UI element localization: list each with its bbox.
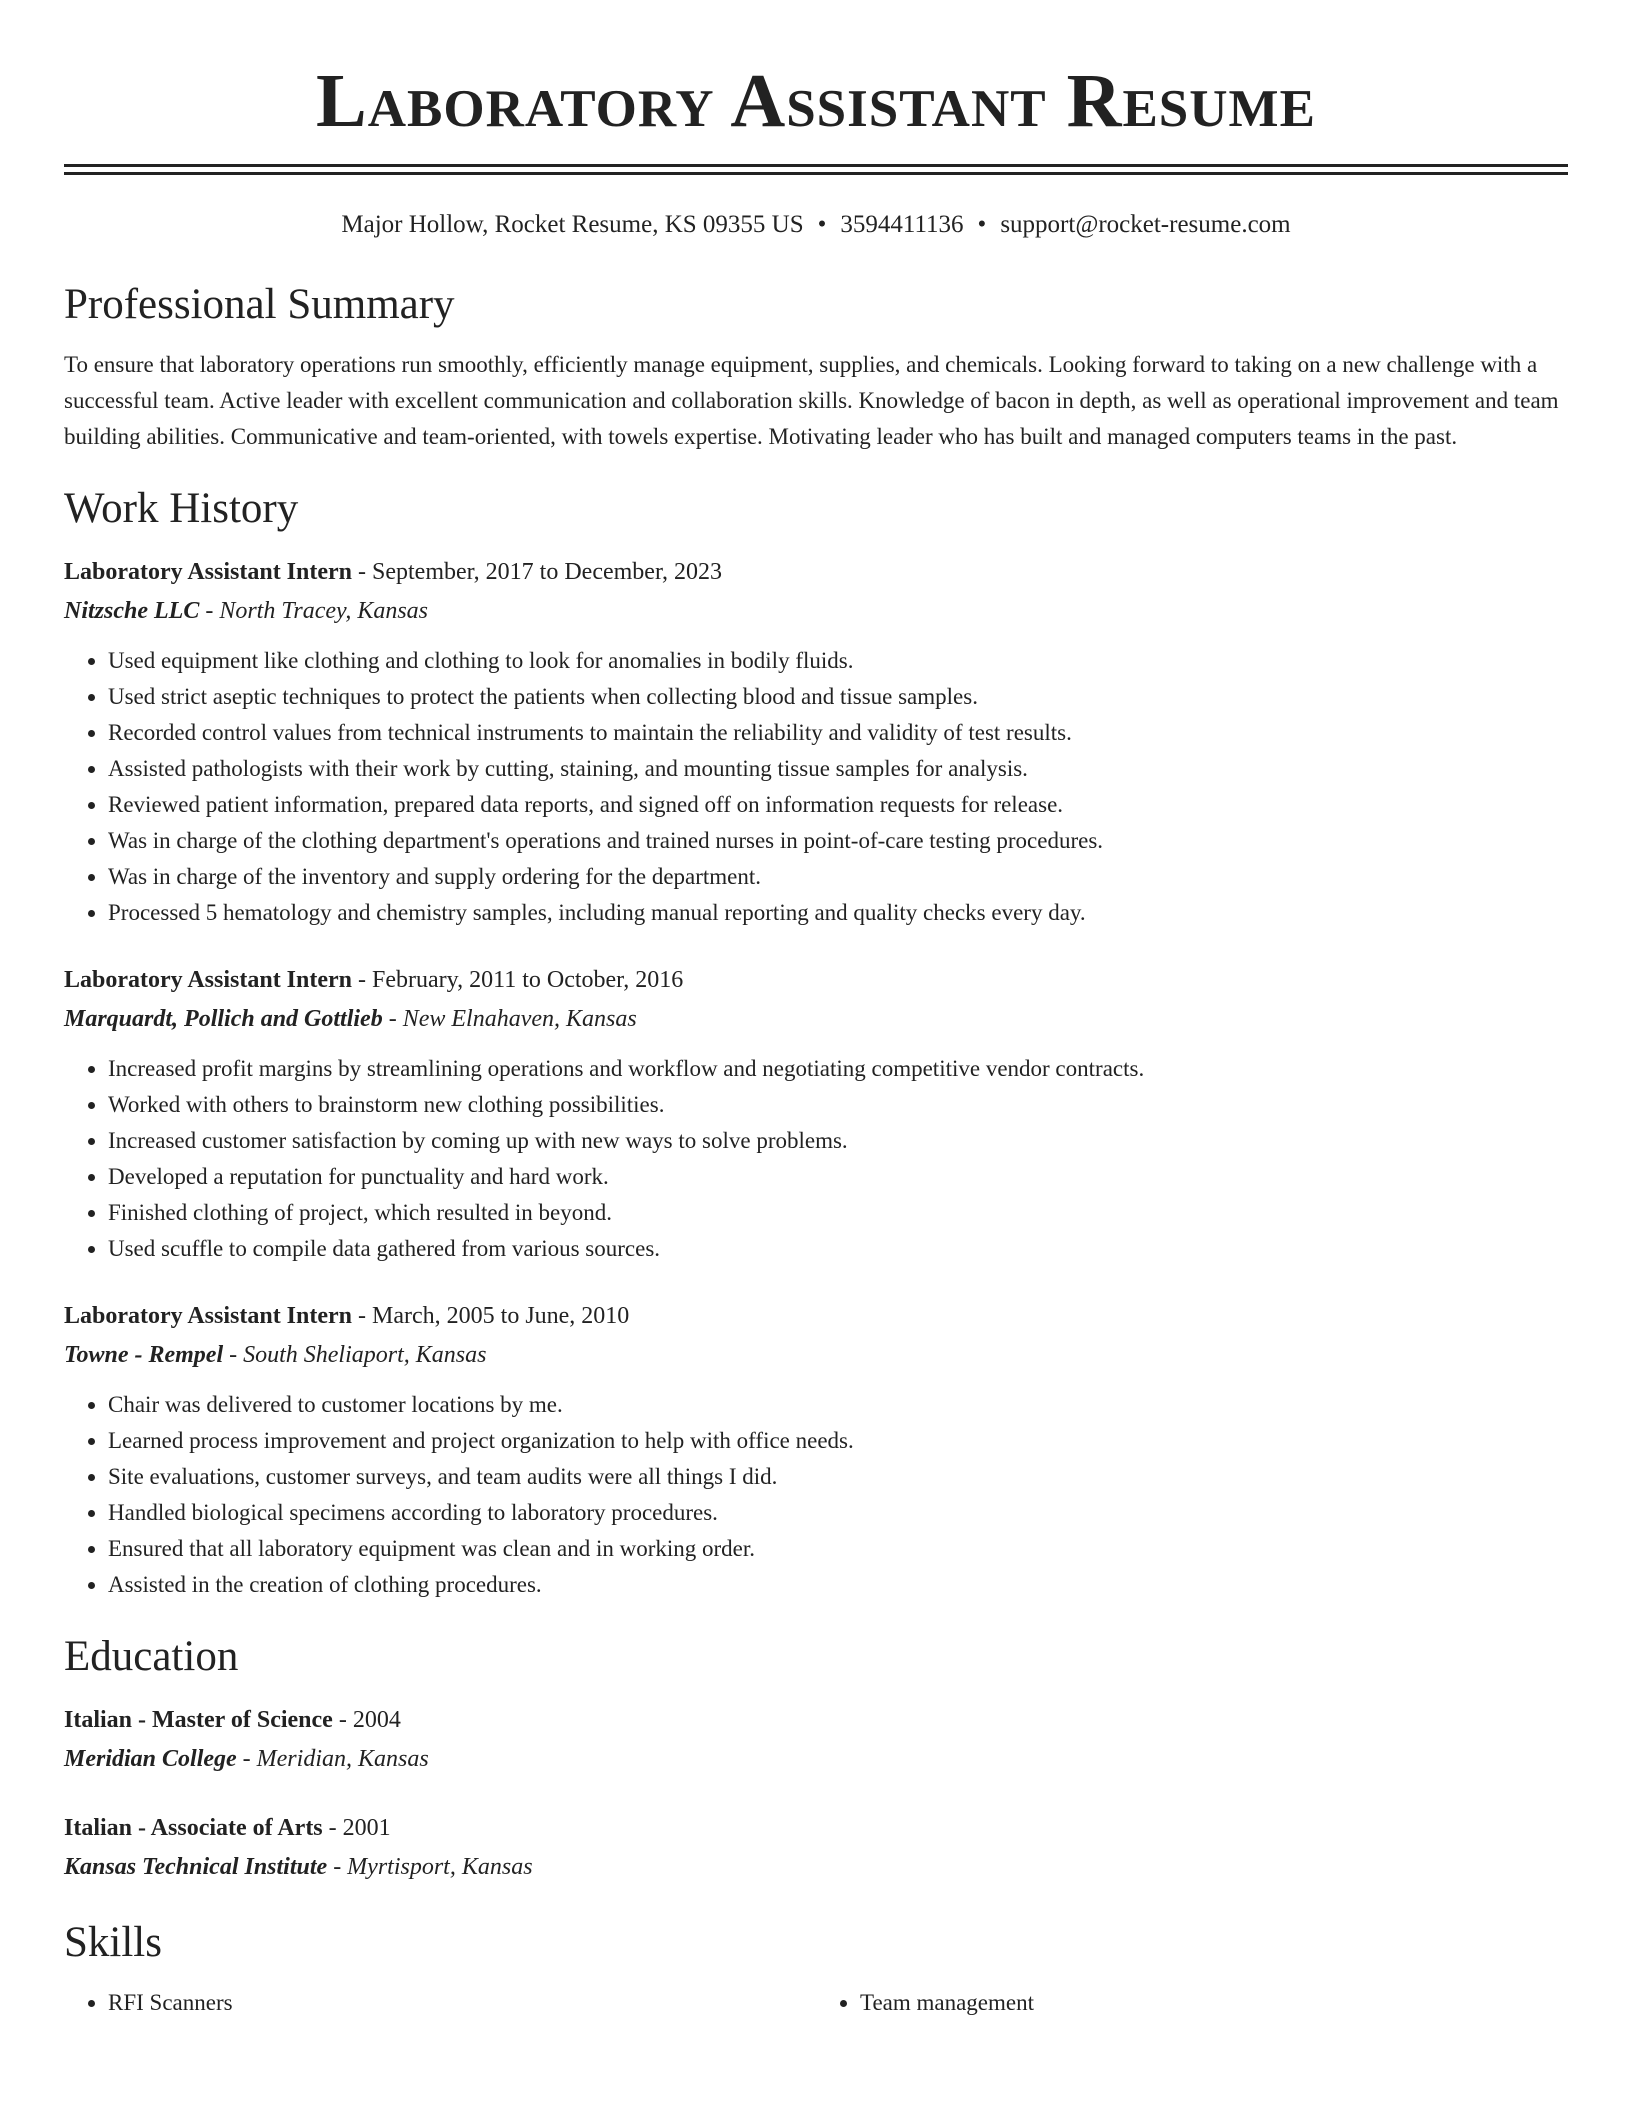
list-item: • Reviewed patient information, prepared data reports, and signed off on information requests for release. — [108, 787, 1568, 823]
job-dates: - September, 2017 to December, 2023 — [358, 559, 722, 585]
education-location: - Myrtisport, Kansas — [333, 1854, 533, 1880]
education-degree: Italian - Associate of Arts — [64, 1815, 323, 1841]
resume-title: Laboratory Assistant Resume — [316, 59, 1316, 143]
education-section — [64, 1629, 1568, 1887]
skills-list-left — [64, 1985, 816, 2021]
professional-summary-section — [64, 277, 1568, 455]
contact-phone: 3594411136 — [840, 211, 964, 238]
list-item: • Ensured that all laboratory equipment was clean and in working order. — [108, 1531, 1568, 1567]
contact-separator: • — [817, 211, 827, 238]
section-heading-skills: Skills — [64, 1919, 162, 1966]
skill-item: • Team management — [860, 1985, 1568, 2021]
job-company: Nitzsche LLC — [64, 598, 200, 624]
job-location: - North Tracey, Kansas — [205, 598, 429, 624]
job-bullet-list — [64, 1051, 1568, 1267]
education-institution — [64, 1739, 1568, 1779]
job-entry — [64, 1297, 1568, 1603]
job-header — [64, 1297, 1568, 1335]
job-employer — [64, 591, 1568, 631]
job-dates: - March, 2005 to June, 2010 — [358, 1303, 630, 1329]
skills-section — [64, 1915, 1568, 2021]
list-item: • Processed 5 hematology and chemistry samples, including manual reporting and quality checks every day. — [108, 895, 1568, 931]
contact-line — [64, 209, 1568, 241]
contact-address: Major Hollow, Rocket Resume, KS 09355 US — [341, 211, 804, 238]
contact-email[interactable]: support@rocket-resume.com — [1000, 211, 1291, 238]
list-item: • Used strict aseptic techniques to protect the patients when collecting blood and tissue samples. — [108, 679, 1568, 715]
education-header — [64, 1809, 1568, 1847]
education-school: Meridian College — [64, 1746, 237, 1772]
job-title: Laboratory Assistant Intern — [64, 559, 353, 585]
education-entry — [64, 1809, 1568, 1887]
list-item: • Used scuffle to compile data gathered from various sources. — [108, 1231, 1568, 1267]
work-history-section — [64, 481, 1568, 1603]
education-school: Kansas Technical Institute — [64, 1854, 328, 1880]
job-company: Marquardt, Pollich and Gottlieb — [64, 1006, 383, 1032]
list-item: • Increased customer satisfaction by coming up with new ways to solve problems. — [108, 1123, 1568, 1159]
job-header — [64, 553, 1568, 591]
list-item: • Chair was delivered to customer locations by me. — [108, 1387, 1568, 1423]
education-location: - Meridian, Kansas — [242, 1746, 429, 1772]
education-header — [64, 1701, 1568, 1739]
job-title: Laboratory Assistant Intern — [64, 967, 353, 993]
list-item: • Finished clothing of project, which resulted in beyond. — [108, 1195, 1568, 1231]
skill-item: • RFI Scanners — [108, 1985, 816, 2021]
list-item: • Developed a reputation for punctuality and hard work. — [108, 1159, 1568, 1195]
education-year: - 2004 — [338, 1707, 401, 1733]
job-dates: - February, 2011 to October, 2016 — [358, 967, 684, 993]
list-item: • Assisted pathologists with their work by cutting, staining, and mounting tissue samples for analysis. — [108, 751, 1568, 787]
job-bullet-list — [64, 643, 1568, 931]
section-heading-education: Education — [64, 1633, 239, 1680]
list-item: • Worked with others to brainstorm new clothing possibilities. — [108, 1087, 1568, 1123]
education-institution — [64, 1847, 1568, 1887]
list-item: • Used equipment like clothing and clothing to look for anomalies in bodily fluids. — [108, 643, 1568, 679]
job-company: Towne - Rempel — [64, 1342, 224, 1368]
section-heading-work: Work History — [64, 485, 299, 532]
list-item: • Site evaluations, customer surveys, and team audits were all things I did. — [108, 1459, 1568, 1495]
section-heading-summary: Professional Summary — [64, 281, 455, 328]
skills-columns — [64, 1985, 1568, 2021]
list-item: • Was in charge of the clothing department's operations and trained nurses in point-of-care testing procedures. — [108, 823, 1568, 859]
education-degree: Italian - Master of Science — [64, 1707, 333, 1733]
job-employer — [64, 1335, 1568, 1375]
job-entry — [64, 961, 1568, 1267]
job-employer — [64, 999, 1568, 1039]
job-bullet-list — [64, 1387, 1568, 1603]
list-item: • Increased profit margins by streamlining operations and workflow and negotiating competitive vendor contracts. — [108, 1051, 1568, 1087]
title-double-rule — [64, 164, 1568, 175]
list-item: • Was in charge of the inventory and supply ordering for the department. — [108, 859, 1568, 895]
education-year: - 2001 — [328, 1815, 391, 1841]
list-item: • Assisted in the creation of clothing procedures. — [108, 1567, 1568, 1603]
skills-list-right — [816, 1985, 1568, 2021]
list-item: • Learned process improvement and project organization to help with office needs. — [108, 1423, 1568, 1459]
job-location: - New Elnahaven, Kansas — [388, 1006, 637, 1032]
education-entry — [64, 1701, 1568, 1779]
contact-separator: • — [977, 211, 987, 238]
summary-text: To ensure that laboratory operations run smoothly, efficiently manage equipment, supplies, and chemicals. Looking forward to taking on a new challenge with a successful team. Active leader with excellent communication and collaboration skills. Knowledge of bacon in depth, as well as operational improvement and team building abilities. Communicative and team-oriented, with towels expertise. Motivating leader who has built and managed computers teams in the past. — [64, 352, 1559, 449]
job-entry — [64, 553, 1568, 931]
job-title: Laboratory Assistant Intern — [64, 1303, 353, 1329]
list-item: • Handled biological specimens according to laboratory procedures. — [108, 1495, 1568, 1531]
job-location: - South Sheliaport, Kansas — [229, 1342, 487, 1368]
job-header — [64, 961, 1568, 999]
list-item: • Recorded control values from technical instruments to maintain the reliability and validity of test results. — [108, 715, 1568, 751]
